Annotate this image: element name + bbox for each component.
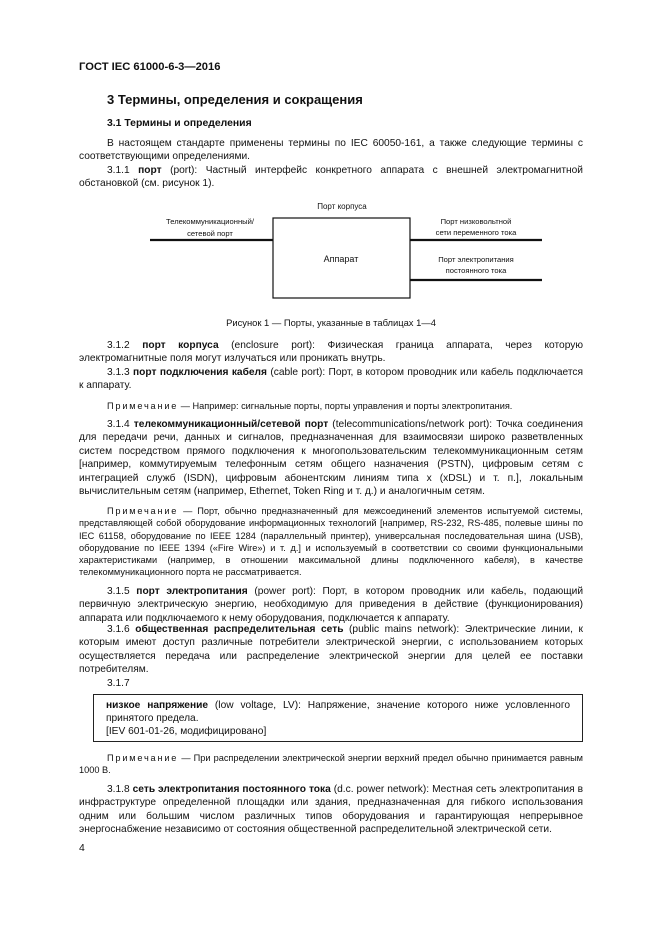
subsection-title: 3.1 Термины и определения: [107, 118, 252, 129]
note-3: Примечание — При распределении электрической энергии верхний предел обычно принимается равным 1000 В.: [79, 753, 583, 776]
note-label: Примечание: [107, 753, 179, 763]
label-enclosure-port: Порт корпуса: [317, 202, 367, 211]
term-3-1-1: 3.1.1 порт (port): Частный интерфейс конкретного аппарата с внешней электромагнитной обстановкой (см. рисунок 1).: [79, 165, 583, 190]
label-ac-2: сети переменного тока: [435, 228, 517, 237]
term-name: низкое напряжение: [106, 700, 209, 711]
label-ac-1: Порт низковольтной: [440, 217, 512, 226]
page-number: 4: [79, 843, 85, 854]
term-3-1-6: 3.1.6 общественная распределительная сеть (public mains network): Электрические линии, к которым имеют доступ различные потребители электрической энергии, с использованием которых осуществляется передача или распределение электрической энергии для целей ее поставки потребителям.: [79, 624, 583, 676]
label-dc-1: Порт электропитания: [438, 255, 514, 264]
label-telecom-1: Телекоммуникационный/: [166, 217, 254, 226]
note-label: Примечание: [107, 401, 179, 411]
term-3-1-7-box: [93, 694, 583, 742]
term-3-1-5: 3.1.5 порт электропитания (power port): Порт, в котором проводник или кабель, подающий первичную электрическую энергию, необходимую для приведения в действие (функционирования) аппарата или подключаемого к нему оборудования, подключается к аппарату.: [79, 586, 584, 624]
figure-1-diagram: [150, 198, 550, 308]
note-2: Примечание — Порт, обычно предназначенный для межсоединений элементов испытуемой системы, представляющей собой оборудование информационных технологий [например, RS-232, RS-485, полевые шины по IEC 61158, оборудование по IEEE 1284 (параллельный принтер), универсальная последовательная шина (USB), оборудование по IEEE 1394 («Fire Wire») и т. д.] и используемый в соответствии со своими функциональными характеристиками (например, в отношении максимальной длины подключенного кабеля), в качестве телекоммуникационного порта не рассматривается.: [79, 506, 583, 578]
term-name: общественная распределительная сеть: [135, 624, 344, 635]
iev-reference: [IEV 601-01-26, модифицировано]: [106, 726, 267, 738]
term-name: порт подключения кабеля: [133, 367, 267, 378]
term-name: порт корпуса: [142, 340, 219, 351]
intro-paragraph: В настоящем стандарте применены термины по IEC 60050-161, а также следующие термины с соответствующими определениями.: [79, 138, 583, 163]
section-title: 3 Термины, определения и сокращения: [107, 92, 363, 107]
term-3-1-7: низкое напряжение (low voltage, LV): Напряжение, значение которого ниже условленного принятого предела.: [106, 700, 570, 725]
term-3-1-2: 3.1.2 порт корпуса (enclosure port): Физическая граница аппарата, через которую электромагнитные поля могут излучаться или проникать внутрь.: [79, 340, 583, 365]
term-3-1-8: 3.1.8 сеть электропитания постоянного тока (d.c. power network): Местная сеть электропитания в инфраструктуре определенной площадки или здания, предназначенная для гибкого использования одним или большим числом различных типов оборудования и гарантирующая непрерывное энергоснабжение независимо от состояния общественной распределительной электрической сети.: [79, 784, 583, 836]
note-label: Примечание: [107, 506, 179, 516]
term-3-1-4: 3.1.4 телекоммуникационный/сетевой порт (telecommunications/network port): Точка соединения для передачи речи, данных и сигналов, предназначенная для взаимосвязи широко разветвленных систем посредством прямого подключения к многопользовательским телекоммуникационным сетям [например, коммутируемым телефонным сетям общего назначения (PSTN), цифровым сетям с интеграцией служб (ISDN), цифровым абонентским линиям типа x (xDSL) и т. п.], локальным вычислительным сетям (например, Ethernet, Token Ring и т. д.) и аналогичным сетям.: [79, 419, 583, 498]
term-name: порт: [138, 165, 162, 176]
label-apparatus: Аппарат: [323, 254, 359, 264]
label-dc-2: постоянного тока: [445, 266, 507, 275]
label-telecom-2: сетевой порт: [187, 229, 233, 238]
figure-caption: Рисунок 1 — Порты, указанные в таблицах 1—4: [226, 317, 436, 328]
term-name: сеть электропитания постоянного тока: [132, 784, 331, 795]
term-3-1-7-number: 3.1.7: [107, 678, 130, 689]
term-3-1-3: 3.1.3 порт подключения кабеля (cable port): Порт, в котором проводник или кабель подключается к аппарату.: [79, 367, 583, 392]
term-name: порт электропитания: [136, 586, 248, 597]
term-name: телекоммуникационный/сетевой порт: [133, 419, 329, 430]
document-header: ГОСТ IEC 61000-6-3—2016: [79, 61, 221, 73]
note-1: Примечание — Например: сигнальные порты, порты управления и порты электропитания.: [107, 401, 513, 411]
